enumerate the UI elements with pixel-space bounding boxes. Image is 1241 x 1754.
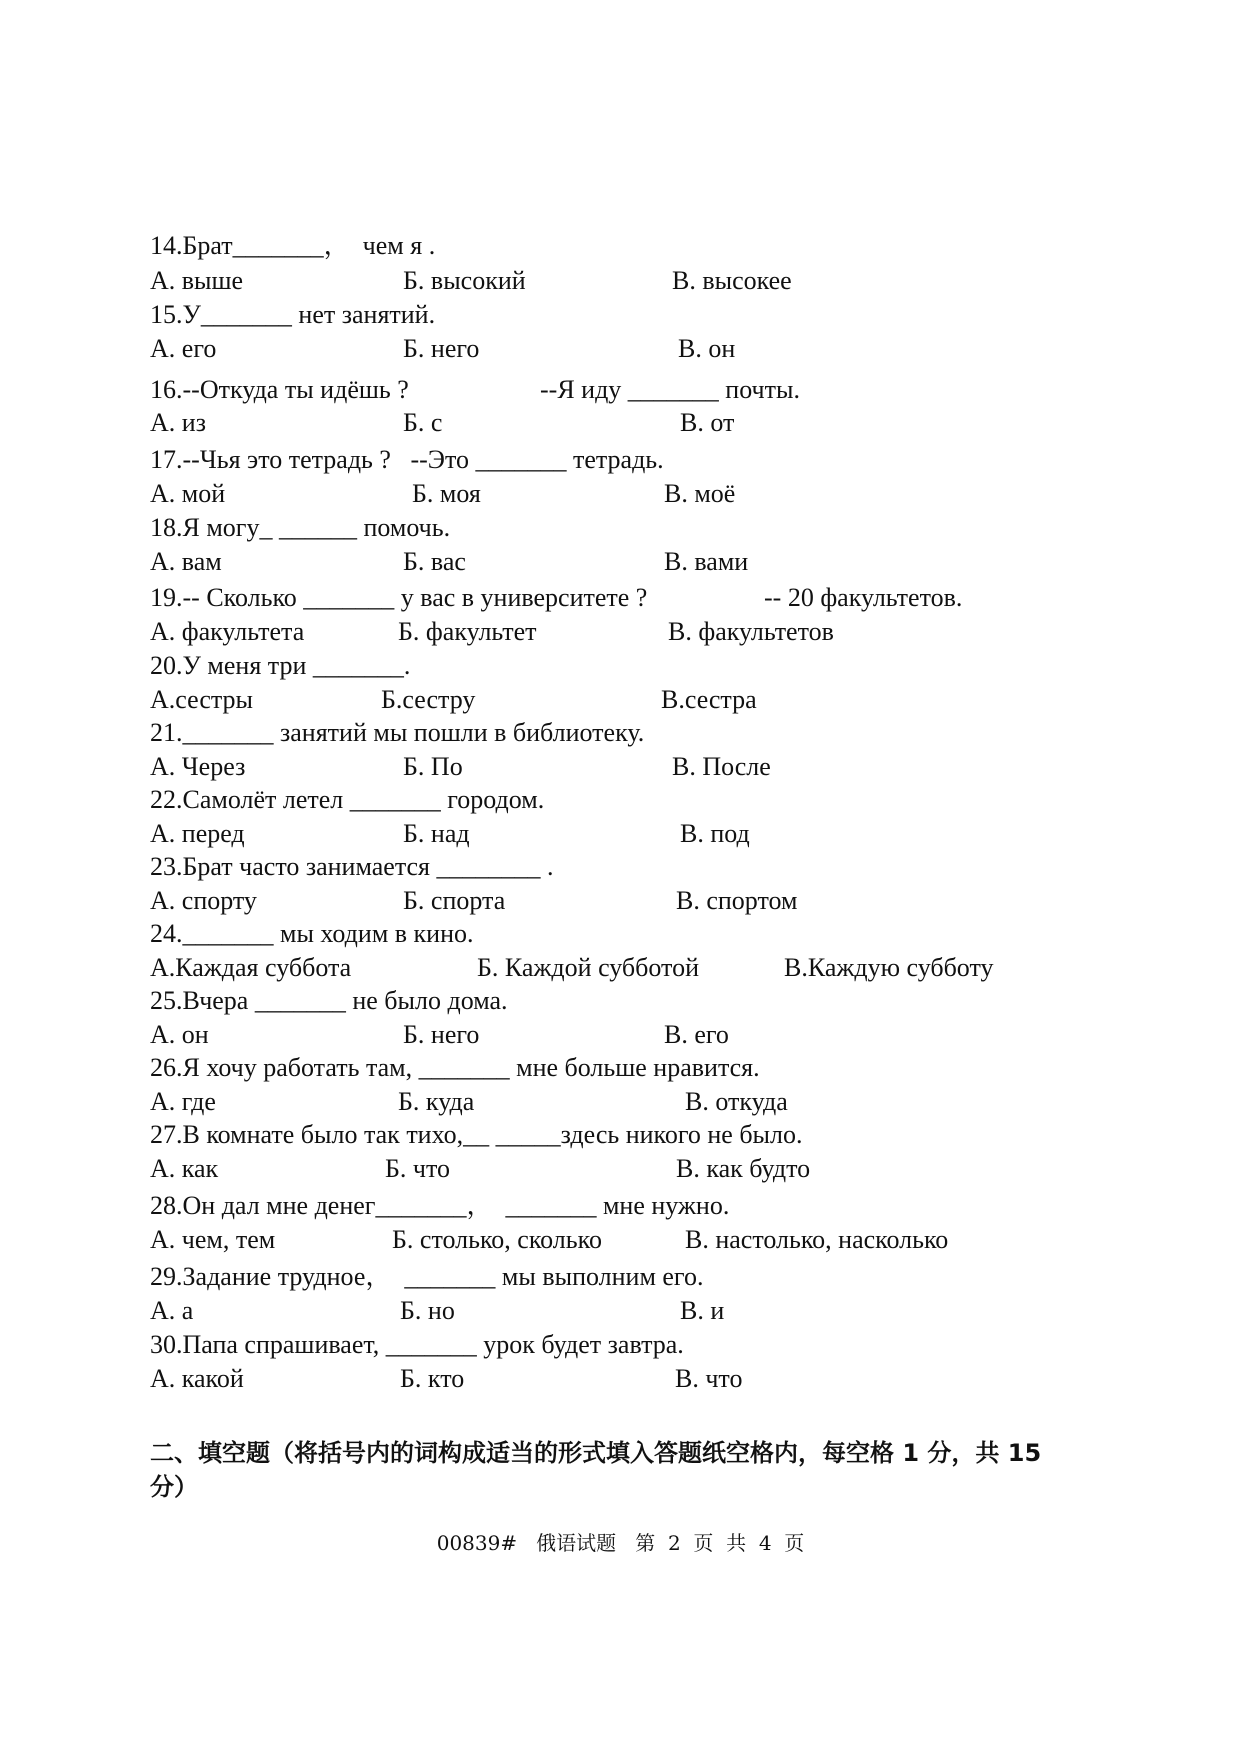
option-b: Б. него (403, 334, 480, 363)
option-b: Б. него (403, 1020, 480, 1049)
option-c: В. спортом (676, 886, 798, 915)
option-b: Б. Каждой субботой (477, 953, 699, 982)
question-21: 21._______ занятий мы пошли в библиотеку. (150, 718, 645, 747)
question-19-reply: -- 20 факультетов. (764, 583, 963, 612)
option-a: А. перед (150, 819, 245, 848)
option-a: А. чем, тем (150, 1225, 276, 1254)
option-c: В. под (680, 819, 750, 848)
option-b: Б. с (403, 408, 443, 437)
question-18: 18.Я могу_ ______ помочь. (150, 513, 451, 542)
option-b: Б. По (403, 752, 463, 781)
option-c: В. настолько, насколько (685, 1225, 949, 1254)
option-a: А. спорту (150, 886, 257, 915)
question-20: 20.У меня три _______. (150, 651, 411, 680)
option-a: А. мой (150, 479, 226, 508)
question-26: 26.Я хочу работать там, _______ мне больше нравится. (150, 1053, 760, 1082)
section-title: 二、填空题（将括号内的词构成适当的形式填入答题纸空格内，每空格 1 分，共 15 分） (150, 1439, 1042, 1501)
option-a: А.сестры (150, 685, 254, 714)
option-a: А. факультета (150, 617, 305, 646)
option-b: Б. куда (398, 1087, 475, 1116)
option-a: А. где (150, 1087, 216, 1116)
option-b: Б. столько, сколько (392, 1225, 602, 1254)
option-a: А. вам (150, 547, 222, 576)
option-c: В.сестра (661, 685, 757, 714)
option-a: А. а (150, 1296, 194, 1325)
option-c: В. он (678, 334, 736, 363)
question-28: 28.Он дал мне денег_______， _______ мне нужно. (150, 1191, 730, 1220)
option-b: Б. спорта (403, 886, 506, 915)
option-b: Б. над (403, 819, 470, 848)
option-c: В. что (675, 1364, 743, 1393)
option-c: В. После (672, 752, 771, 781)
question-19: 19.-- Сколько _______ у вас в университете ? (150, 583, 648, 612)
question-14: 14.Брат_______， чем я . (150, 231, 436, 260)
option-c: В. вами (664, 547, 749, 576)
option-b: Б. кто (400, 1364, 465, 1393)
option-a: А.Каждая суббота (150, 953, 352, 982)
option-a: А. его (150, 334, 217, 363)
question-22: 22.Самолёт летел _______ городом. (150, 785, 545, 814)
question-24: 24._______ мы ходим в кино. (150, 919, 474, 948)
question-15: 15.У_______ нет занятий. (150, 300, 436, 329)
option-b: Б.сестру (381, 685, 476, 714)
option-c: В. как будто (676, 1154, 811, 1183)
option-c: В. факультетов (668, 617, 834, 646)
option-b: Б. но (400, 1296, 455, 1325)
question-27: 27.В комнате было так тихо,__ _____здесь никого не было. (150, 1120, 803, 1149)
option-c: В.Каждую субботу (784, 953, 994, 982)
option-a: А. как (150, 1154, 219, 1183)
option-c: В. и (680, 1296, 725, 1325)
option-a: А. он (150, 1020, 209, 1049)
question-16: 16.--Откуда ты идёшь ? (150, 375, 409, 404)
option-a: А. из (150, 408, 206, 437)
option-b: Б. факультет (398, 617, 537, 646)
option-c: В. моё (664, 479, 736, 508)
question-30: 30.Папа спрашивает, _______ урок будет завтра. (150, 1330, 684, 1359)
question-17: 17.--Чья это тетрадь ? --Это _______ тетрадь. (150, 445, 664, 474)
question-16-reply: --Я иду _______ почты. (540, 375, 800, 404)
question-29: 29.Задание трудное， _______ мы выполним его. (150, 1262, 704, 1291)
option-a: А. Через (150, 752, 246, 781)
option-b: Б. что (385, 1154, 451, 1183)
option-c: В. откуда (685, 1087, 788, 1116)
option-a: А. какой (150, 1364, 244, 1393)
option-a: А. выше (150, 266, 244, 295)
option-b: Б. высокий (403, 266, 526, 295)
option-c: В. его (664, 1020, 729, 1049)
option-c: В. от (680, 408, 735, 437)
option-b: Б. вас (403, 547, 466, 576)
option-b: Б. моя (412, 479, 481, 508)
question-25: 25.Вчера _______ не было дома. (150, 986, 508, 1015)
question-23: 23.Брат часто занимается ________ . (150, 852, 554, 881)
option-c: В. высокее (672, 266, 792, 295)
page-footer: 00839# 俄语试题 第 2 页 共 4 页 (436, 1531, 805, 1555)
